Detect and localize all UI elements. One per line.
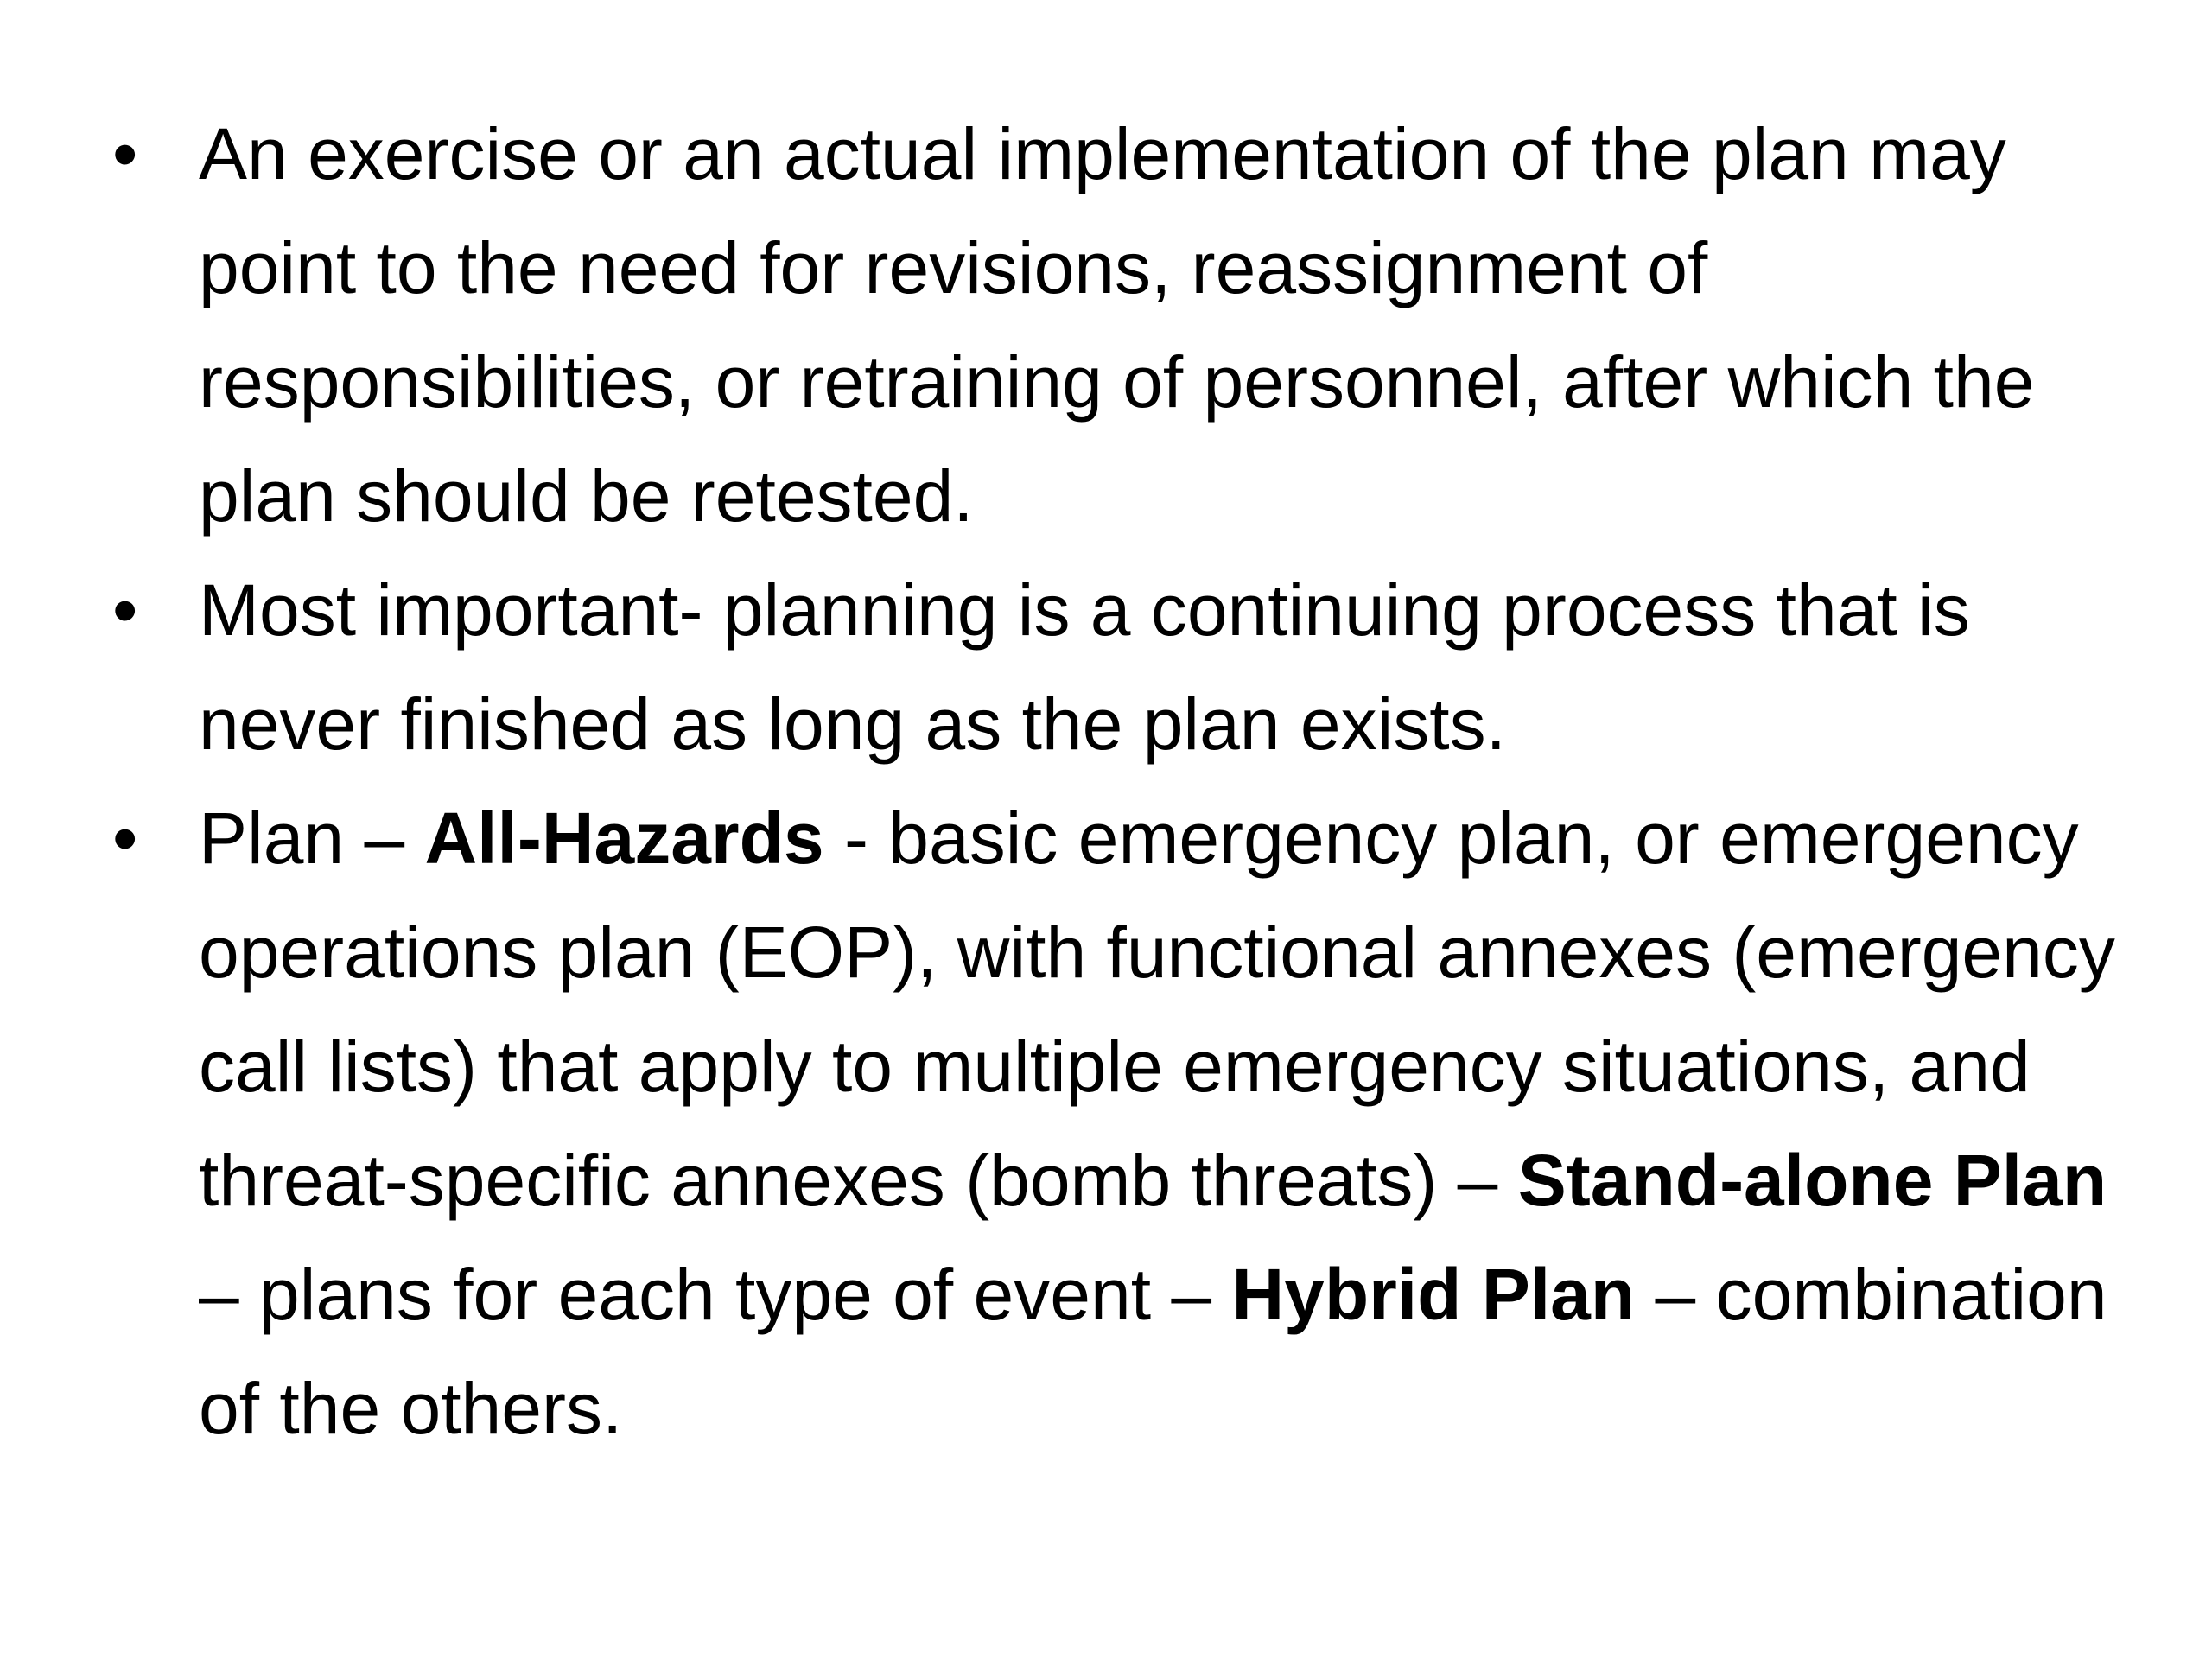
bullet-dot-icon: • (112, 798, 138, 879)
bullet-dot-icon: • (112, 113, 138, 194)
bullet-list (104, 97, 2160, 1465)
bold-term-stand-alone-plan: Stand-alone Plan (1517, 1140, 2107, 1221)
bullet-item-exercise (104, 97, 2160, 553)
text-segment: Plan – (199, 798, 425, 879)
bullet-item-most-important (104, 553, 2160, 781)
text-segment: – combination of the others. (199, 1254, 2107, 1449)
bullet-text: Most important- planning is a continuing process that is never finished as long as the plan exists. (199, 569, 1970, 765)
text-segment: - basic emergency plan, or emergency operations plan (EOP), with functional annexes (emergency call lists) that apply to multiple emergency situations, and threat-specific annexes (bomb threats) – (199, 798, 2115, 1221)
bullet-dot-icon: • (112, 569, 138, 651)
text-segment: – plans for each type of event – (199, 1254, 1232, 1335)
bold-term-hybrid-plan: Hybrid Plan (1231, 1254, 1636, 1335)
bullet-text (199, 798, 2115, 1449)
bold-term-all-hazards: All-Hazards (424, 798, 824, 879)
bullet-text: An exercise or an actual implementation of the plan may point to the need for revisions, reassignment of responsibilities, or retraining of personnel, after which the plan should be retested. (199, 113, 2035, 537)
bullet-item-plan-types (104, 781, 2160, 1465)
